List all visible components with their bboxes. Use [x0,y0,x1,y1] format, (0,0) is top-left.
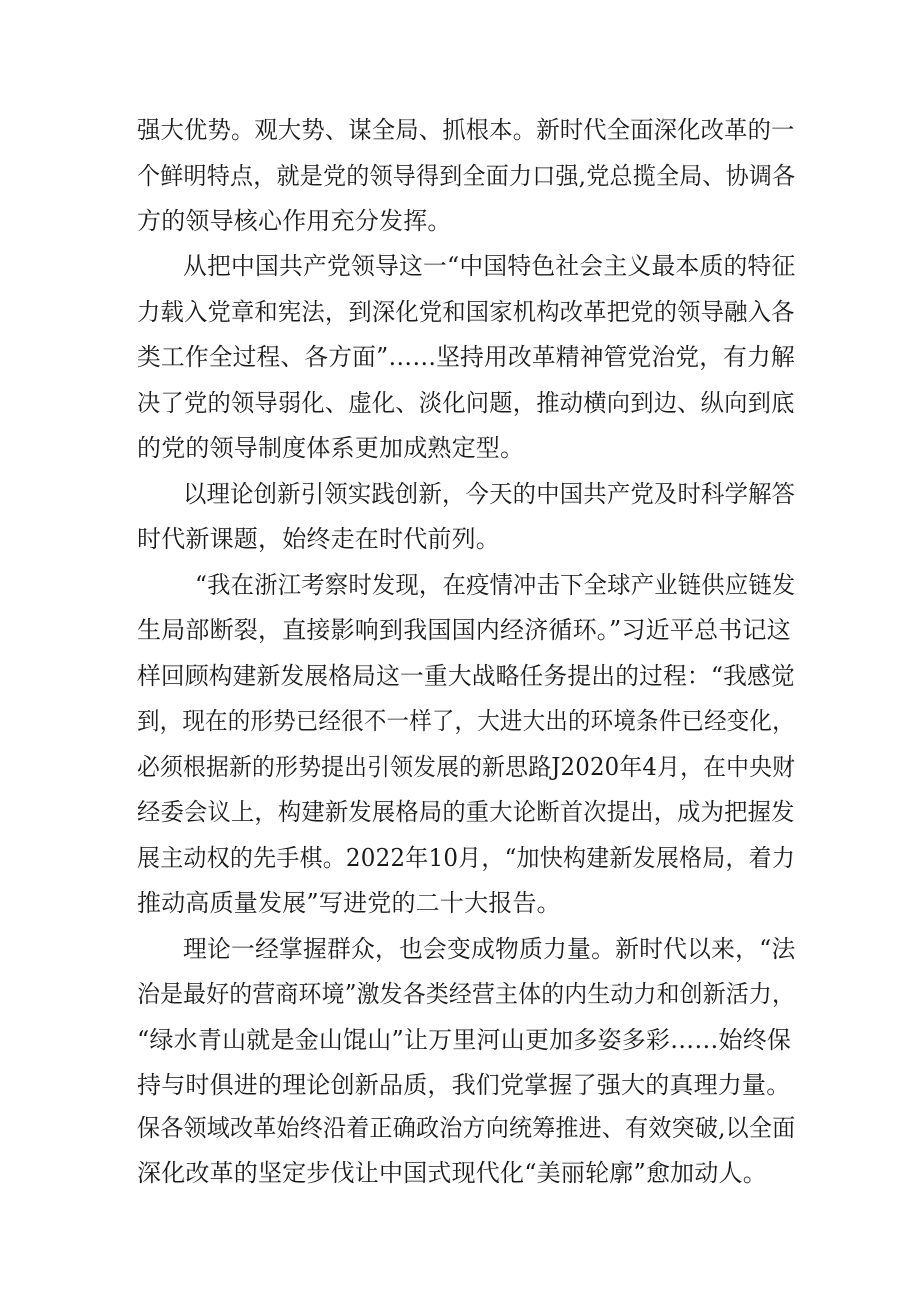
text-line: 生局部断裂，直接影响到我国国内经济循环。”习近平总书记这 [137,616,791,644]
text-line: 持与时俱进的理论创新品质，我们党掌握了强大的真理力量。 [137,1071,791,1099]
text-line: 深化改革的坚定步伐让中国式现代化“美丽轮廓”愈加动人。 [137,1159,767,1187]
text-line: 类工作全过程、各方面”……坚持用改革精神管党治党，有力解 [137,343,795,371]
paragraph-start-line: 理论一经掌握群众，也会变成物质力量。新时代以来，“法 [183,935,796,963]
text-line: 展主动权的先手棋。2022年10月，“加快构建新发展格局，着力 [137,844,796,872]
text-line: 力载入党章和宪法，到深化党和国家机构改革把党的领导融入各 [137,298,795,326]
text-line: 时代新课题，始终走在时代前列。 [137,525,500,553]
text-line: 个鲜明特点，就是党的领导得到全面力口强,党总揽全局、协调各 [137,162,796,190]
text-line: 经委会议上，构建新发展格局的重大论断首次提出，成为把握发 [137,798,795,826]
text-line: 强大优势。观大势、谋全局、抓根本。新时代全面深化改革的一 [137,116,795,144]
text-line: 方的领导核心作用充分发挥。 [137,207,452,235]
paragraph-start-line: 从把中国共产党领导这一“中国特色社会主义最本质的特征 [183,252,796,280]
text-line: 治是最好的营商环境”激发各类经营主体的内生动力和创新活力， [137,980,796,1008]
text-line: 必须根据新的形势提出引领发展的新思路J2020年4月，在中央财 [137,753,796,781]
text-line: 决了党的领导弱化、虚化、淡化问题，推动横向到边、纵向到底 [137,389,795,417]
paragraph-start-line: 以理论创新引领实践创新，今天的中国共产党及时科学解答 [183,480,796,508]
text-line: 保各领域改革始终沿着正确政治方向统筹推进、有效突破,以全面 [137,1114,796,1142]
paragraph-start-line: “我在浙江考察时发现，在疫情冲击下全球产业链供应链发 [195,571,796,599]
text-line: 推动高质量发展”写进党的二十大报告。 [137,889,561,917]
text-line: “绿水青山就是金山馄山”让万里河山更加多姿多彩……始终保 [137,1026,792,1054]
text-line: 样回顾构建新发展格局这一重大战略任务提出的过程：“我感觉 [137,662,795,690]
text-line: 的党的领导制度体系更加成熟定型。 [137,434,525,462]
text-line: 到，现在的形势已经很不一样了，大进大出的环境条件已经变化， [137,707,795,735]
